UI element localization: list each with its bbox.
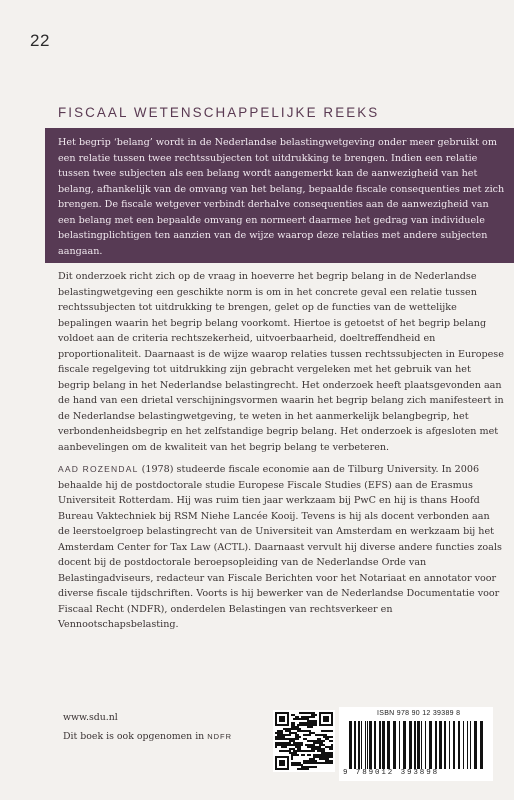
- author-bio-text: (1978) studeerde fiscale economie aan de Tilburg University. In 2006 behaalde hij de postdoctorale studie Europese Fiscale Studies (EFS) aan de Erasmus Universiteit Rotterdam. Hij was ruim tien jaar werkzaam bij PwC en hij is thans Hoofd Bureau Vaktechniek bij RSM Niehe Lancée Kooij. Tevens is hij als docent verbonden aan de leerstoelgroep belastingrecht van de Universiteit van Amsterdam en werkzaam bij het Amsterdam Center for Tax Law (ACTL). Daarnaast vervult hij diverse andere functies zoals docent bij de postdoctorale beroepsopleiding van de Nederlandse Orde van Belastingadviseurs, redacteur van Fiscale Berichten voor het Notariaat en annotator voor diverse fiscale tijdschriften. Voorts is hij bewerker van de Nederlandse Documentatie voor Fiscaal Recht (NDFR), onderdelen Belastingen van rechtsverkeer en Vennootschapsbelasting.: [58, 464, 502, 630]
- ndfr-note: [63, 731, 232, 742]
- barcode: [339, 707, 493, 781]
- qr-code: [273, 710, 335, 772]
- author-name: AAD ROZENDAL: [58, 464, 139, 474]
- intro-paragraph: Het begrip ‘belang’ wordt in de Nederlandse belastingwetgeving onder meer gebruikt om een relatie tussen twee rechtssubjecten tot uitdrukking te brengen. Indien een relatie tussen twee subjecten als een belang wordt aangemerkt kan de aanwezigheid van het belang, afhankelijk van de omvang van het belang, bepaalde fiscale consequenties met zich brengen. De fiscale wetgever verbindt derhalve consequenties aan de aanwezigheid van een belang met een bepaalde omvang en normeert daarmee het gedrag van individuele belastingplichtigen ten aanzien van de wijze waarop deze relaties met andere subjecten aangaan.: [58, 137, 505, 257]
- barcode-digits: 9 789012 393898: [343, 769, 440, 777]
- series-title: FISCAAL WETENSCHAPPELIJKE REEKS: [58, 105, 380, 120]
- ndfr-label: NDFR: [207, 732, 233, 741]
- summary-paragraph: Dit onderzoek richt zich op de vraag in hoeverre het begrip belang in de Nederlandse belastingwetgeving een geschikte norm is om in het concrete geval een relatie tussen rechtssubjecten tot uitdrukking te brengen, gelet op de functies van de wettelijke bepalingen waarin het begrip belang voorkomt. Hiertoe is getoetst of het begrip belang voldoet aan de criteria rechtszekerheid, uitvoerbaarheid, doeltreffendheid en proportionaliteit. Daarnaast is de wijze waarop relaties tussen rechtssubjecten in Europese fiscale regelgeving tot uitdrukking zijn gebracht vergeleken met het gebruik van het begrip belang in het Nederlandse belastingrecht. Het onderzoek heeft plaatsgevonden aan de hand van een drietal verschijningsvormen waarin het begrip belang zich manifesteert in de Nederlandse belastingwetgeving, te weten in het aanmerkelijk belangbegrip, het verbondenheidsbegrip en het zelfstandige begrip belang. Het onderzoek is afgesloten met aanbevelingen om de kwaliteit van het begrip belang te verbeteren.: [58, 271, 504, 453]
- series-number: 22: [30, 31, 50, 50]
- ndfr-note-text: Dit boek is ook opgenomen in: [63, 731, 205, 742]
- isbn-label: ISBN 978 90 12 39389 8: [377, 710, 461, 717]
- author-bio: [58, 462, 504, 633]
- publisher-url[interactable]: www.sdu.nl: [63, 712, 118, 723]
- intro-band: [45, 128, 514, 263]
